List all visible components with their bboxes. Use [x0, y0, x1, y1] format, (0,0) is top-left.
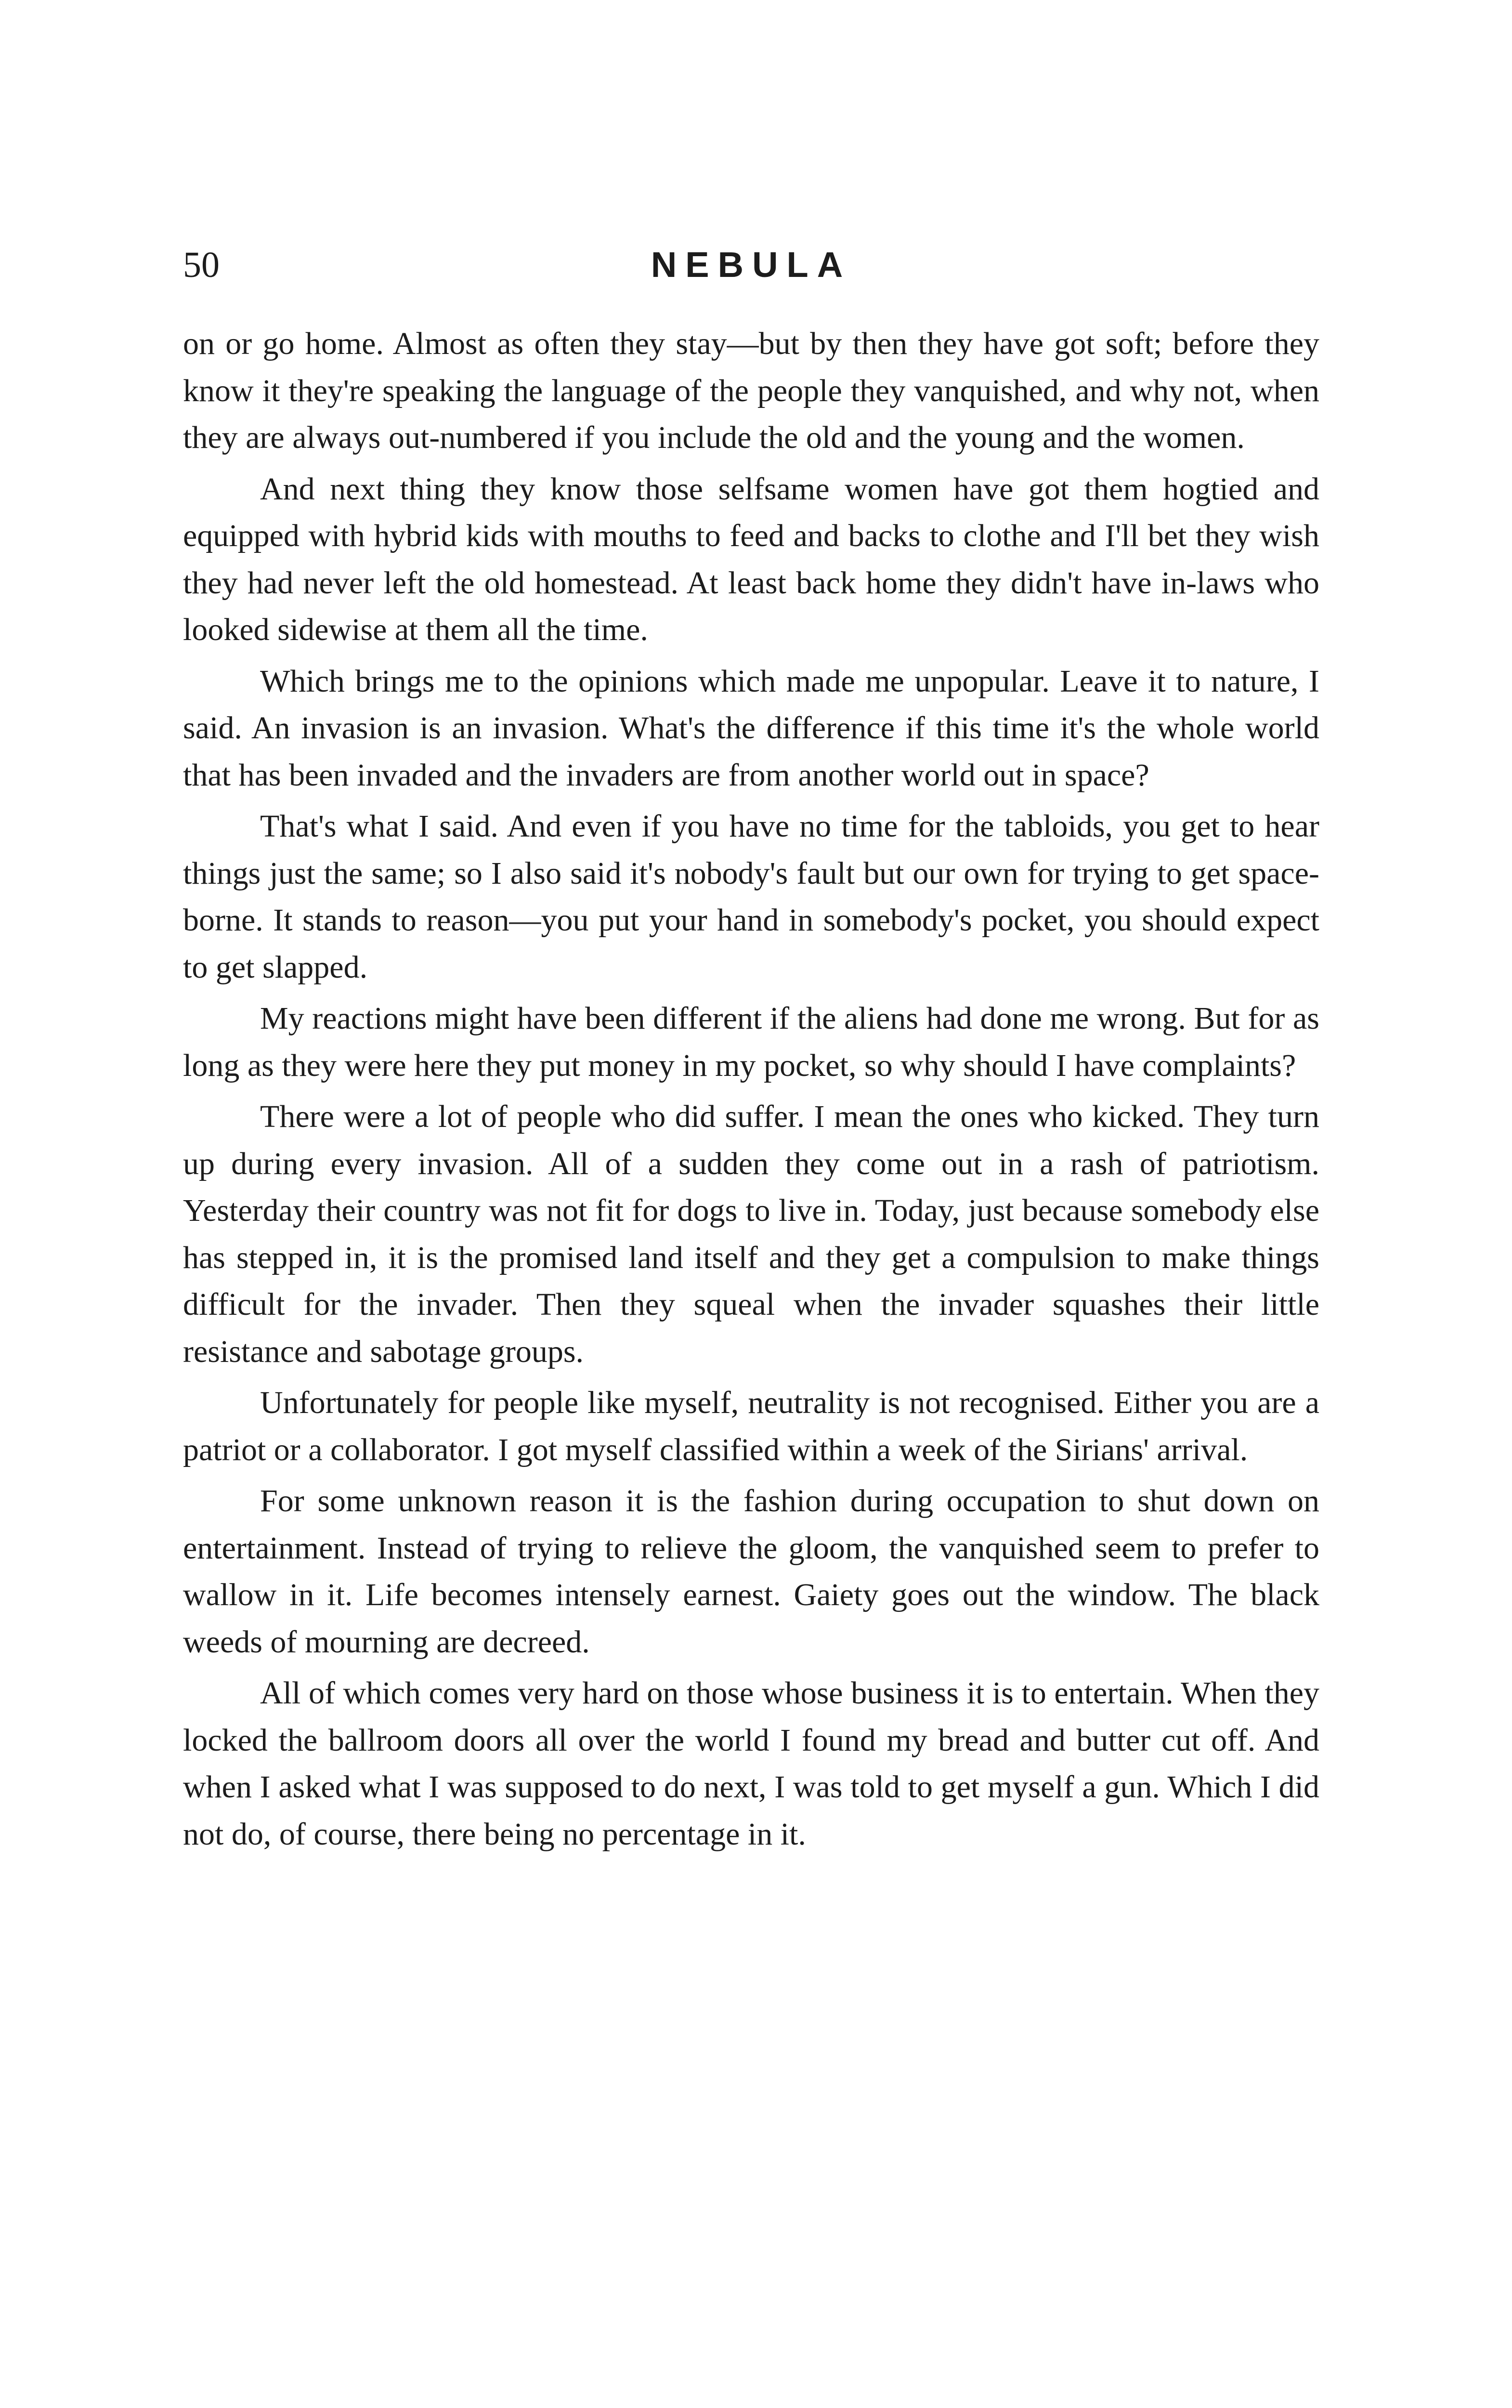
paragraph-7: Unfortunately for people like myself, neutrality is not recognised. Either you are a patriot or a collaborator. I got myself classified within a week of the Sirians' arrival. — [183, 1385, 1319, 1467]
paragraph-5: My reactions might have been different if the aliens had done me wrong. But for as long as they were here they put money in my pocket, so why should I have complaints? — [183, 1001, 1319, 1083]
paragraph-3: Which brings me to the opinions which made me unpopular. Leave it to nature, I said. An invasion is an invasion. What's the difference if this time it's the whole world that has been invaded and the invaders are from another world out in space? — [183, 663, 1319, 793]
paragraph-9: All of which comes very hard on those whose business it is to entertain. When they locked the ballroom doors all over the world I found my bread and butter cut off. And when I asked what I was supposed to do next, I was told to get myself a gun. Which I did not do, of course, there being no percentage in it. — [183, 1675, 1319, 1852]
paragraph-8: For some unknown reason it is the fashion during occupation to shut down on entertainment. Instead of trying to relieve the gloom, the vanquished seem to prefer to wallow in it. Life becomes intensely earnest. Gaiety goes out the window. The black weeds of mourning are decreed. — [183, 1483, 1319, 1660]
page-header — [183, 236, 1319, 294]
paragraph-4: That's what I said. And even if you have no time for the tabloids, you get to hear things just the same; so I also said it's nobody's fault but our own for trying to get space-borne. It stands to reason—you put your hand in somebody's pocket, you should expect to get slapped. — [183, 809, 1319, 985]
paragraph-6: There were a lot of people who did suffer. I mean the ones who kicked. They turn up during every invasion. All of a sudden they come out in a rash of patriotism. Yesterday their country was not fit for dogs to live in. Today, just because somebody else has stepped in, it is the promised land itself and they get a compulsion to make things difficult for the invader. Then they squeal when the invader squashes their little resistance and sabotage groups. — [183, 1099, 1319, 1369]
running-title: NEBULA — [651, 245, 852, 285]
paragraph-2: And next thing they know those selfsame women have got them hogtied and equipped with hybrid kids with mouths to feed and backs to clothe and I'll bet they wish they had never left the old homestead. At least back home they didn't have in-laws who looked sidewise at them all the time. — [183, 471, 1319, 647]
paragraph-1: on or go home. Almost as often they stay—but by then they have got soft; before they know it they're speaking the language of the people they vanquished, and why not, when they are always out-numbered if you include the old and the young and the women. — [183, 326, 1319, 455]
story-text — [183, 320, 1319, 1858]
page-number: 50 — [183, 245, 220, 285]
